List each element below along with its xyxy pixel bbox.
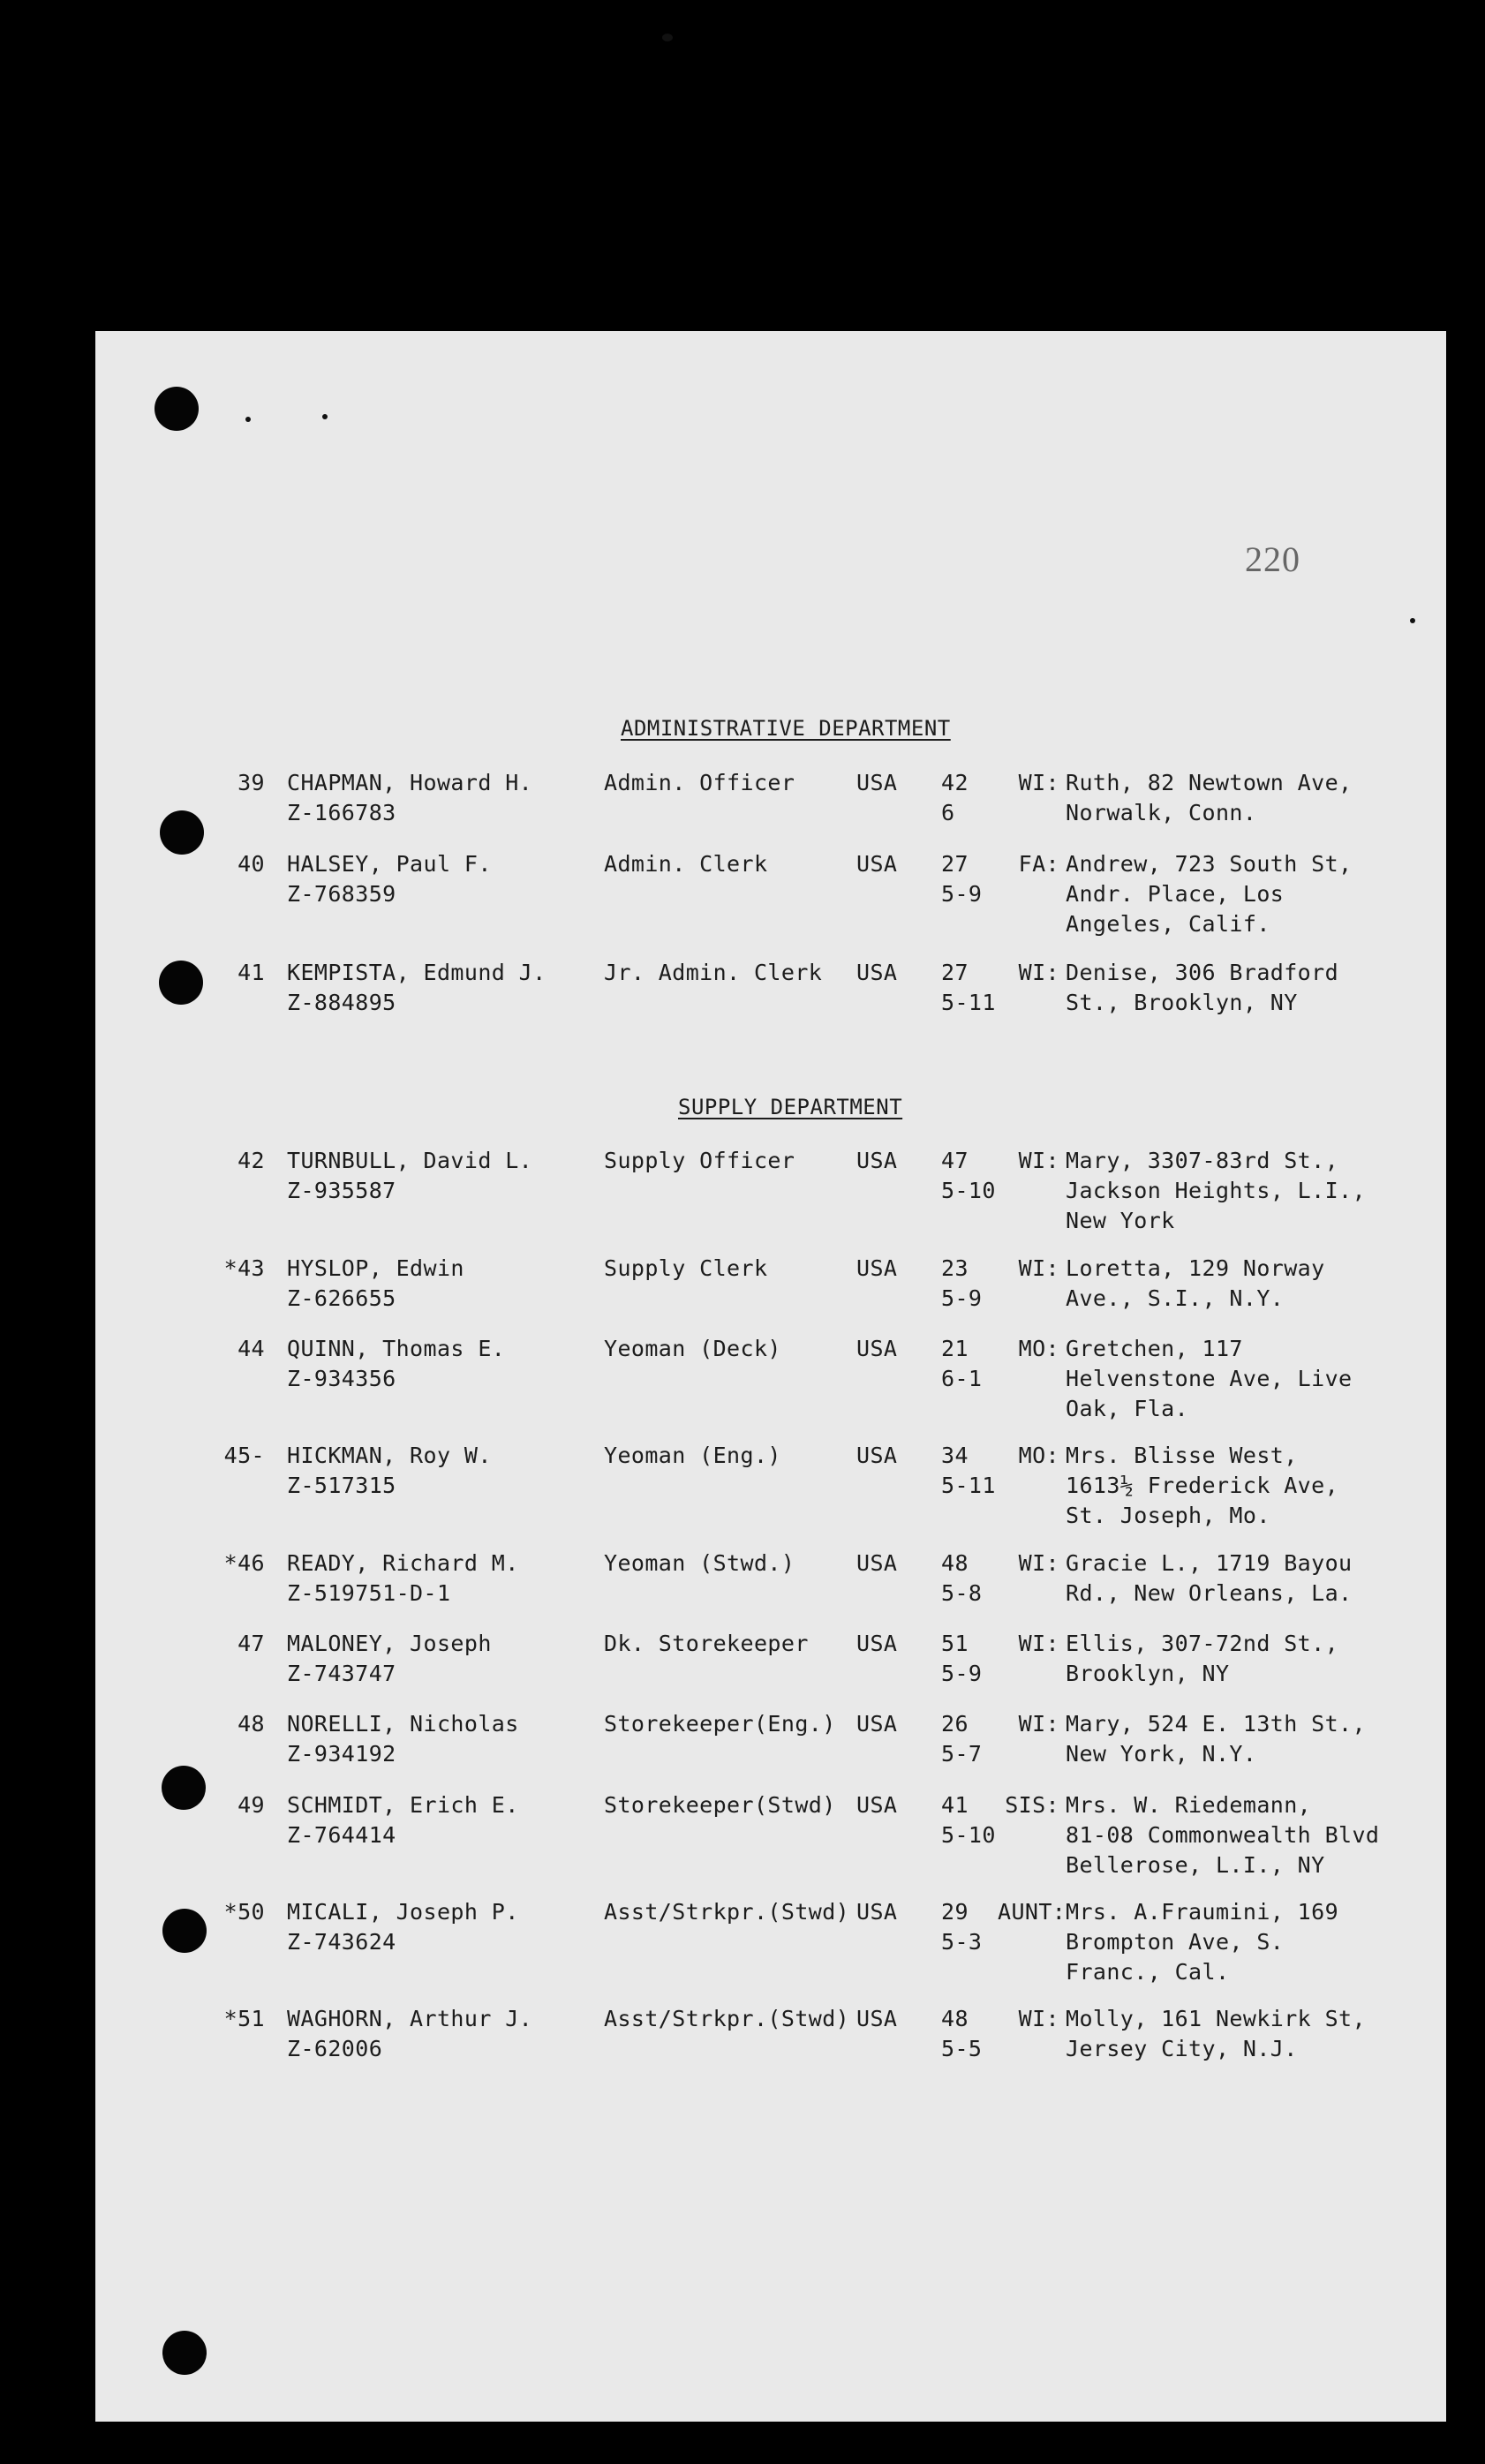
speck	[322, 414, 328, 419]
crew-number: 42	[237, 1148, 265, 1173]
crew-position: Supply Clerk	[604, 1255, 768, 1281]
dept-heading-administrative: ADMINISTRATIVE DEPARTMENT	[621, 716, 951, 741]
crew-position: Storekeeper(Stwd)	[604, 1792, 836, 1818]
crew-relation: AUNT:	[998, 1899, 1067, 1925]
punch-hole	[162, 2331, 207, 2375]
speck	[245, 417, 251, 422]
crew-entry	[0, 1334, 1485, 1421]
crew-entry	[0, 768, 1485, 848]
crew-entry	[0, 1709, 1485, 1789]
crew-entry	[0, 958, 1485, 1037]
crew-name-id: KEMPISTA, Edmund J. Z-884895	[287, 960, 547, 1015]
crew-nationality: USA	[856, 960, 898, 985]
crew-number: *43	[223, 1255, 265, 1281]
crew-number: 41	[237, 960, 265, 985]
crew-number: 39	[237, 770, 265, 795]
crew-age-height: 41 5-10	[941, 1792, 996, 1848]
crew-age-height: 34 5-11	[941, 1443, 996, 1498]
crew-number: *50	[223, 1899, 265, 1925]
crew-relation: WI:	[1018, 1550, 1059, 1576]
crew-next-of-kin: Mary, 3307-83rd St., Jackson Heights, L.I., New York	[1066, 1148, 1366, 1233]
crew-nationality: USA	[856, 1631, 898, 1656]
crew-relation: SIS:	[1005, 1792, 1059, 1818]
crew-relation: MO:	[1018, 1336, 1059, 1361]
crew-position: Supply Officer	[604, 1148, 795, 1173]
crew-age-height: 21 6-1	[941, 1336, 983, 1391]
crew-entry	[0, 1441, 1485, 1528]
crew-age-height: 26 5-7	[941, 1711, 983, 1767]
crew-relation: WI:	[1018, 2006, 1059, 2031]
crew-number: 47	[237, 1631, 265, 1656]
crew-entry	[0, 1629, 1485, 1708]
crew-age-height: 47 5-10	[941, 1148, 996, 1203]
crew-nationality: USA	[856, 2006, 898, 2031]
crew-entry	[0, 1254, 1485, 1333]
crew-name-id: MICALI, Joseph P. Z-743624	[287, 1899, 519, 1955]
crew-relation: WI:	[1018, 960, 1059, 985]
crew-next-of-kin: Loretta, 129 Norway Ave., S.I., N.Y.	[1066, 1255, 1325, 1311]
crew-position: Admin. Clerk	[604, 851, 768, 877]
crew-number: 40	[237, 851, 265, 877]
crew-name-id: MALONEY, Joseph Z-743747	[287, 1631, 492, 1686]
crew-next-of-kin: Mrs. A.Fraumini, 169 Brompton Ave, S. Franc., Cal.	[1066, 1899, 1339, 1985]
crew-position: Storekeeper(Eng.)	[604, 1711, 836, 1737]
crew-next-of-kin: Denise, 306 Bradford St., Brooklyn, NY	[1066, 960, 1339, 1015]
crew-name-id: HYSLOP, Edwin Z-626655	[287, 1255, 464, 1311]
crew-name-id: CHAPMAN, Howard H. Z-166783	[287, 770, 533, 825]
crew-position: Dk. Storekeeper	[604, 1631, 809, 1656]
crew-age-height: 42 6	[941, 770, 969, 825]
crew-number: 49	[237, 1792, 265, 1818]
crew-next-of-kin: Mrs. W. Riedemann, 81-08 Commonwealth Blvd Bellerose, L.I., NY	[1066, 1792, 1380, 1878]
crew-name-id: SCHMIDT, Erich E. Z-764414	[287, 1792, 519, 1848]
crew-entry	[0, 1897, 1485, 1985]
crew-next-of-kin: Gracie L., 1719 Bayou Rd., New Orleans, La.	[1066, 1550, 1353, 1606]
crew-next-of-kin: Molly, 161 Newkirk St, Jersey City, N.J.	[1066, 2006, 1366, 2061]
crew-relation: WI:	[1018, 770, 1059, 795]
crew-relation: FA:	[1018, 851, 1059, 877]
crew-relation: WI:	[1018, 1148, 1059, 1173]
crew-age-height: 29 5-3	[941, 1899, 983, 1955]
crew-position: Asst/Strkpr.(Stwd)	[604, 1899, 850, 1925]
crew-nationality: USA	[856, 1255, 898, 1281]
crew-position: Yeoman (Deck)	[604, 1336, 781, 1361]
crew-name-id: TURNBULL, David L. Z-935587	[287, 1148, 533, 1203]
crew-nationality: USA	[856, 1336, 898, 1361]
crew-entry	[0, 849, 1485, 937]
punch-hole	[155, 387, 199, 431]
crew-age-height: 27 5-9	[941, 851, 983, 907]
crew-nationality: USA	[856, 1148, 898, 1173]
crew-entry	[0, 1790, 1485, 1878]
speck	[1410, 618, 1415, 623]
crew-age-height: 48 5-8	[941, 1550, 983, 1606]
crew-nationality: USA	[856, 1711, 898, 1737]
crew-age-height: 23 5-9	[941, 1255, 983, 1311]
crew-relation: WI:	[1018, 1711, 1059, 1737]
crew-entry	[0, 1548, 1485, 1628]
crew-position: Asst/Strkpr.(Stwd)	[604, 2006, 850, 2031]
crew-entry	[0, 2004, 1485, 2083]
crew-number: *46	[223, 1550, 265, 1576]
crew-next-of-kin: Ellis, 307-72nd St., Brooklyn, NY	[1066, 1631, 1339, 1686]
crew-name-id: HALSEY, Paul F. Z-768359	[287, 851, 492, 907]
crew-entry	[0, 1146, 1485, 1233]
crew-name-id: HICKMAN, Roy W. Z-517315	[287, 1443, 492, 1498]
crew-next-of-kin: Andrew, 723 South St, Andr. Place, Los Angeles, Calif.	[1066, 851, 1353, 937]
crew-nationality: USA	[856, 1899, 898, 1925]
crew-number: 44	[237, 1336, 265, 1361]
crew-age-height: 51 5-9	[941, 1631, 983, 1686]
crew-next-of-kin: Mary, 524 E. 13th St., New York, N.Y.	[1066, 1711, 1366, 1767]
crew-next-of-kin: Mrs. Blisse West, 1613½ Frederick Ave, St. Joseph, Mo.	[1066, 1443, 1339, 1528]
crew-name-id: READY, Richard M. Z-519751-D-1	[287, 1550, 519, 1606]
crew-name-id: WAGHORN, Arthur J. Z-62006	[287, 2006, 533, 2061]
speck	[662, 34, 673, 41]
crew-position: Yeoman (Stwd.)	[604, 1550, 795, 1576]
crew-age-height: 27 5-11	[941, 960, 996, 1015]
crew-number: 45-	[223, 1443, 265, 1468]
page-number: 220	[1245, 539, 1300, 579]
crew-nationality: USA	[856, 1792, 898, 1818]
crew-relation: WI:	[1018, 1255, 1059, 1281]
crew-nationality: USA	[856, 851, 898, 877]
dept-heading-supply: SUPPLY DEPARTMENT	[678, 1095, 903, 1119]
crew-nationality: USA	[856, 1443, 898, 1468]
crew-name-id: QUINN, Thomas E. Z-934356	[287, 1336, 506, 1391]
crew-next-of-kin: Ruth, 82 Newtown Ave, Norwalk, Conn.	[1066, 770, 1353, 825]
crew-number: 48	[237, 1711, 265, 1737]
crew-position: Admin. Officer	[604, 770, 795, 795]
crew-nationality: USA	[856, 770, 898, 795]
crew-relation: MO:	[1018, 1443, 1059, 1468]
crew-next-of-kin: Gretchen, 117 Helvenstone Ave, Live Oak, Fla.	[1066, 1336, 1353, 1421]
crew-nationality: USA	[856, 1550, 898, 1576]
crew-name-id: NORELLI, Nicholas Z-934192	[287, 1711, 519, 1767]
crew-relation: WI:	[1018, 1631, 1059, 1656]
crew-number: *51	[223, 2006, 265, 2031]
crew-age-height: 48 5-5	[941, 2006, 983, 2061]
crew-position: Yeoman (Eng.)	[604, 1443, 781, 1468]
crew-position: Jr. Admin. Clerk	[604, 960, 823, 985]
